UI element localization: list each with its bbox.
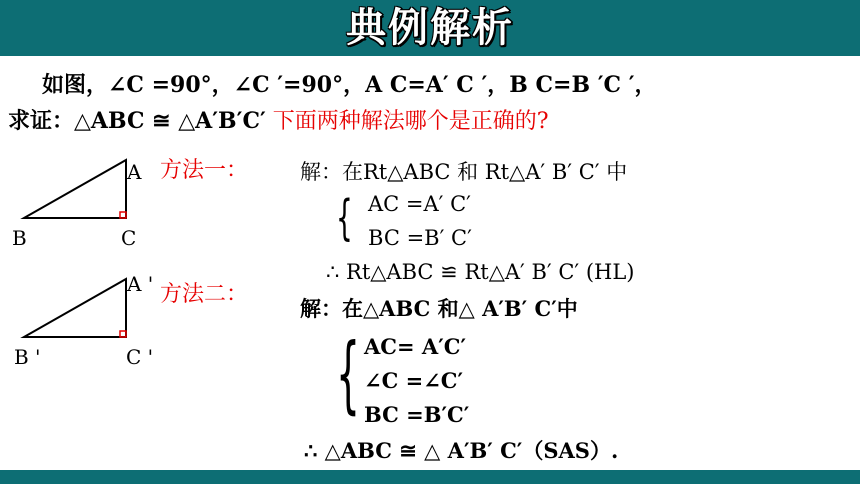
- vertex-label-c-prime: C ': [126, 345, 154, 369]
- method2-condition-2: ∠C =∠C′: [364, 368, 464, 393]
- method2-intro: 解：在△ABC 和△ A′B′ C′中: [300, 296, 578, 321]
- slide-title: 典例解析: [346, 5, 514, 51]
- vertex-label-b: B: [12, 226, 27, 250]
- method1-label: 方法一：: [160, 158, 249, 183]
- method1-conclusion: ∴ Rt△ABC ≌ Rt△A′ B′ C′ (HL): [326, 260, 635, 284]
- method2-label: 方法二：: [160, 282, 249, 307]
- method1-brace: {: [336, 190, 353, 246]
- triangle-a-prime-b-prime-c-prime: [24, 279, 126, 337]
- method1-condition-2: BC =B′ C′: [368, 226, 472, 250]
- prove-statement: 求证：△ABC ≅ △A′B′C′: [8, 108, 266, 134]
- vertex-label-b-prime: B ': [14, 345, 41, 369]
- method1-condition-1: AC =A′ C′: [368, 192, 471, 216]
- vertex-label-a-prime: A ': [127, 272, 154, 296]
- question-text: 下面两种解法哪个是正确的?: [272, 109, 549, 134]
- triangle-abc: [24, 160, 126, 218]
- method1-intro: 解：在Rt△ABC 和 Rt△A′ B′ C′ 中: [300, 160, 628, 184]
- method2-conclusion: ∴ △ABC ≅ △ A′B′ C′（SAS）.: [304, 438, 619, 463]
- vertex-label-a: A: [127, 160, 142, 184]
- method2-condition-3: BC =B′C′: [364, 402, 470, 427]
- method2-condition-1: AC= A′C′: [364, 334, 466, 359]
- method2-brace: {: [336, 325, 361, 423]
- vertex-label-c: C: [121, 226, 137, 250]
- footer-bar: [0, 470, 860, 484]
- problem-given: 如图，∠C =90°，∠C ′=90°，A C=A′ C ′，B C=B ′C ′，: [42, 72, 657, 98]
